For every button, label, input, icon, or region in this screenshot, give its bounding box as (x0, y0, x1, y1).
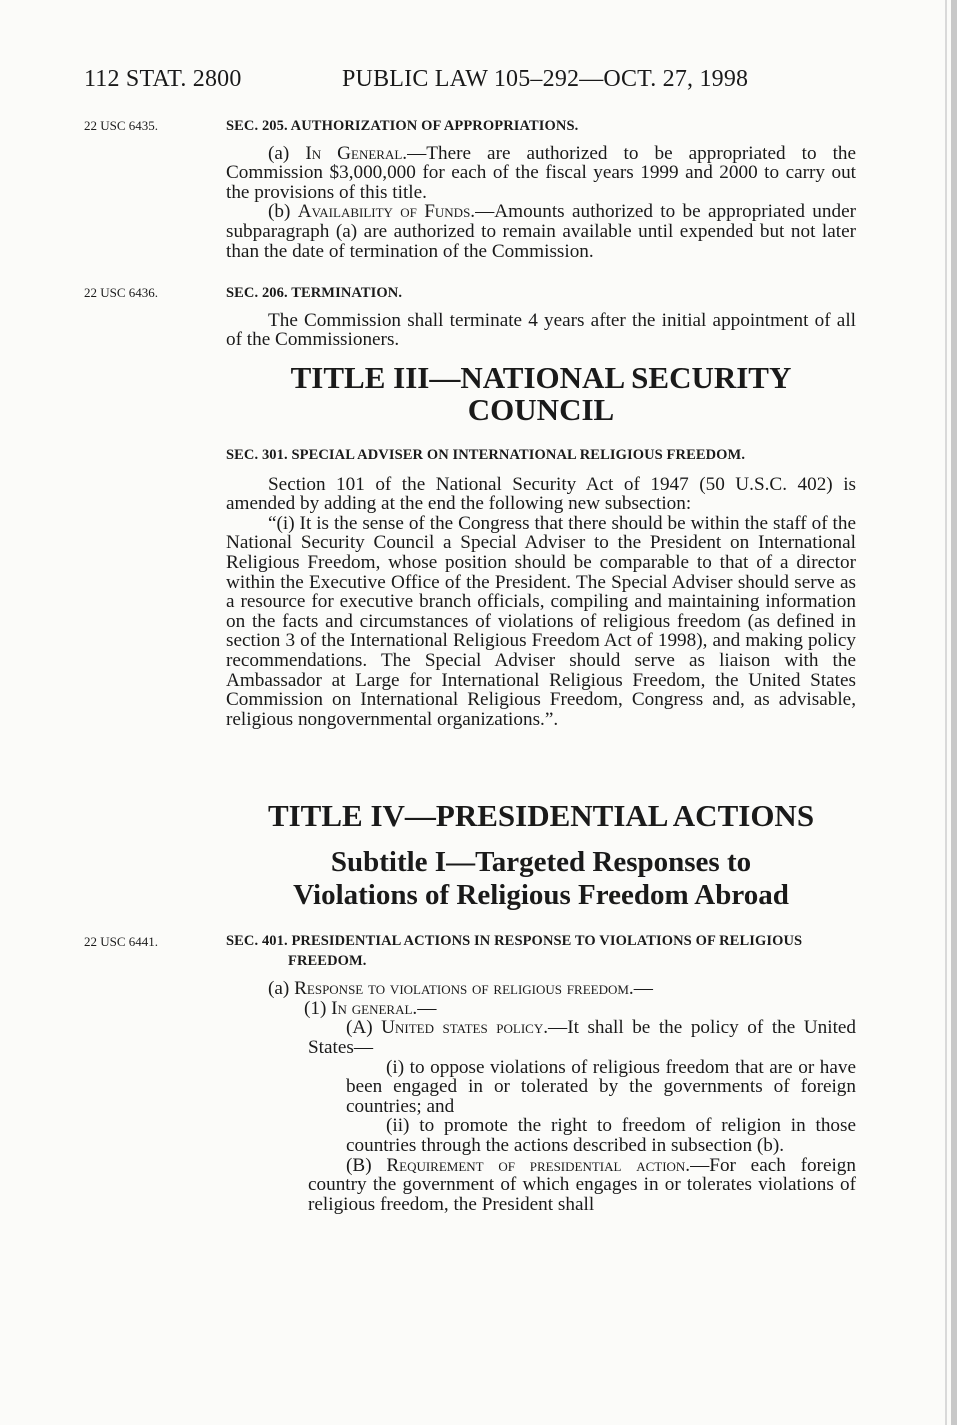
margin-note-usc-6436: 22 USC 6436. (84, 285, 159, 300)
sec-401 (226, 932, 856, 1214)
sec-401-a: (a) Response to violations of religious freedom.— (268, 978, 653, 1000)
sec-205-b: (b) Availability of Funds.—Amounts authorized to be appropriated under subparagraph (a) are authorized to remain available until expended but not later than the date of termination of the Commission. (226, 201, 856, 262)
sec-206-text: The Commission shall terminate 4 years after the initial appointment of all of the Commissioners. (226, 309, 856, 351)
sec-301-heading: SEC. 301. SPECIAL ADVISER ON INTERNATIONAL RELIGIOUS FREEDOM. (226, 447, 746, 463)
sec-401-A: (A) United states policy.—It shall be the policy of the United States— (308, 1017, 857, 1058)
margin-note-usc-6435: 22 USC 6435. (84, 118, 159, 133)
stat-citation: 112 STAT. 2800 (84, 66, 242, 92)
subtitle-i-heading: Subtitle I—Targeted Responses to Violations of Religious Freedom Abroad (293, 846, 789, 911)
sec-206 (226, 284, 856, 350)
sec-401-heading: SEC. 401. PRESIDENTIAL ACTIONS IN RESPONSE TO VIOLATIONS OF RELIGIOUS FREEDOM. (226, 933, 803, 969)
margin-note-usc-6441: 22 USC 6441. (84, 934, 159, 949)
sec-401-i: (i) to oppose violations of religious freedom that are or have been engaged in or tolerated by the governments of foreign countries; and (346, 1056, 856, 1117)
sec-205 (226, 117, 856, 261)
title-iii-heading: TITLE III—NATIONAL SECURITY COUNCIL (290, 360, 792, 427)
sec-206-heading: SEC. 206. TERMINATION. (226, 285, 403, 301)
law-citation: PUBLIC LAW 105–292—OCT. 27, 1998 (342, 66, 749, 92)
sec-401-B: (B) Requirement of presidential action.—For each foreign country the government of which engages in or tolerates violations of religious freedom, the President shall (308, 1154, 856, 1215)
sec-301-p2: “(i) It is the sense of the Congress that there should be within the staff of the National Security Council a Special Adviser to the President on International Religious Freedom, whose position should be comparable to that of a director within the Executive Office of the President. The Special Adviser should serve as a resource for executive branch officials, compiling and maintaining information on the facts and circumstances of violations of religious freedom (as defined in section 3 of the International Religious Freedom Act of 1998), and making policy recommendations. The Special Adviser should serve as liaison with the Ambassador at Large for International Religious Freedom, the United States Commission on International Religious Freedom, Congress and, as advisable, religious nongovernmental organizations.”. (226, 512, 856, 730)
sec-205-heading: SEC. 205. AUTHORIZATION OF APPROPRIATIONS. (226, 118, 579, 134)
sec-401-a1: (1) In general.— (304, 997, 437, 1019)
sec-401-ii: (ii) to promote the right to freedom of religion in those countries through the actions described in subsection (b). (346, 1115, 856, 1156)
title-iv-heading: TITLE IV—PRESIDENTIAL ACTIONS (267, 798, 815, 833)
sec-205-a: (a) In General.—There are authorized to be appropriated to the Commission $3,000,000 for each of the fiscal years 1999 and 2000 to carry out the provisions of this title. (226, 142, 857, 203)
sec-301-p1: Section 101 of the National Security Act of 1947 (50 U.S.C. 402) is amended by adding at the end the following new subsection: (226, 473, 856, 515)
sec-301 (226, 446, 856, 729)
running-head (84, 66, 748, 93)
